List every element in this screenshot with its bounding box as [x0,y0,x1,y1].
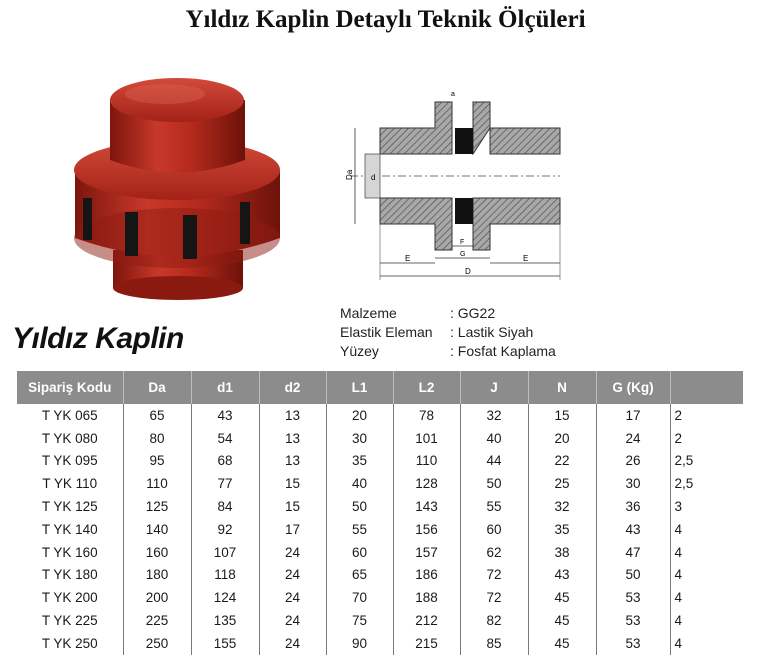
table-cell: 2,5 [674,476,694,492]
table-cell: 24 [259,632,326,655]
table-cell: 15 [528,404,596,427]
order-code-cell: T YK 225 [17,609,123,632]
table-cell: 68 [191,450,259,473]
table-cell: 2,5 [674,453,694,469]
table-cell: 77 [191,472,259,495]
page-title: Yıldız Kaplin Detaylı Teknik Ölçüleri [185,6,586,33]
table-cell: 20 [326,404,393,427]
column-header: Da [123,371,191,404]
column-header: L2 [393,371,460,404]
table-cell: 85 [460,632,528,655]
table-cell: 13 [259,450,326,473]
table-row [17,518,743,541]
table-cell: 3 [674,499,683,515]
product-name: Yıldız Kaplin [12,322,184,355]
table-cell: 62 [460,541,528,564]
table-row [17,541,743,564]
table-cell: 36 [596,495,670,518]
spec-key: Yüzey [340,343,379,359]
table-cell: 188 [393,586,460,609]
table-cell: 4 [674,590,683,606]
table-cell: 40 [326,472,393,495]
table-cell: 55 [460,495,528,518]
spec-value: : Lastik Siyah [450,324,534,340]
column-header: G (Kg) [596,371,670,404]
order-code-cell: T YK 095 [17,450,123,473]
table-cell: 70 [326,586,393,609]
table-cell: 15 [259,495,326,518]
table-cell: 155 [191,632,259,655]
table-cell: 4 [674,635,683,651]
column-header: L1 [326,371,393,404]
spec-row [340,323,556,342]
table-cell: 44 [460,450,528,473]
table-cell: 35 [528,518,596,541]
table-cell: 95 [123,450,191,473]
dimensions-table [17,371,743,655]
table-cell: 4 [674,521,683,537]
table-cell: 13 [259,427,326,450]
spec-key: Elastik Eleman [340,324,433,340]
table-cell: 24 [259,609,326,632]
table-row [17,609,743,632]
label-top: a [451,91,455,98]
table-cell: 186 [393,564,460,587]
table-cell: 45 [528,609,596,632]
table-cell: 55 [326,518,393,541]
table-cell: 2 [674,407,683,423]
table-cell: 180 [123,564,191,587]
table-row [17,472,743,495]
table-cell: 125 [123,495,191,518]
table-cell: 72 [460,564,528,587]
column-header: Sipariş Kodu [17,371,123,404]
table-cell: 60 [460,518,528,541]
table-cell: 30 [596,472,670,495]
table-cell: 43 [191,404,259,427]
table-cell: 2 [674,430,683,446]
table-cell: 110 [393,450,460,473]
table-cell: 90 [326,632,393,655]
table-cell: 250 [123,632,191,655]
table-cell: 24 [259,564,326,587]
table-cell: 80 [123,427,191,450]
table-cell: 53 [596,609,670,632]
table-cell: 20 [528,427,596,450]
table-cell: 50 [326,495,393,518]
table-cell: 135 [191,609,259,632]
table-header-row [17,371,743,404]
table-cell: 35 [326,450,393,473]
table-cell: 65 [123,404,191,427]
table-cell: 200 [123,586,191,609]
table-cell: 24 [596,427,670,450]
table-cell: 17 [596,404,670,427]
cross-section-drawing [335,88,565,288]
order-code-cell: T YK 200 [17,586,123,609]
table-cell: 212 [393,609,460,632]
table-row [17,495,743,518]
table-cell: 160 [123,541,191,564]
table-cell: 22 [528,450,596,473]
table-cell: 53 [596,586,670,609]
table-row [17,632,743,655]
label-da: Da [345,169,354,180]
table-cell: 13 [259,404,326,427]
table-cell: 4 [674,613,683,629]
table-cell: 215 [393,632,460,655]
order-code-cell: T YK 160 [17,541,123,564]
table-body [17,404,743,655]
table-cell: 32 [528,495,596,518]
column-header: d1 [191,371,259,404]
table-row [17,427,743,450]
table-cell: 43 [596,518,670,541]
table-cell: 30 [326,427,393,450]
table-cell: 107 [191,541,259,564]
table-cell: 50 [596,564,670,587]
column-header: d2 [259,371,326,404]
table-cell: 32 [460,404,528,427]
table-cell: 124 [191,586,259,609]
order-code-cell: T YK 250 [17,632,123,655]
table-cell: 84 [191,495,259,518]
table-row [17,450,743,473]
table-cell: 24 [259,541,326,564]
table-cell: 82 [460,609,528,632]
table-cell: 45 [528,586,596,609]
table-cell: 140 [123,518,191,541]
label-d-total: D [465,267,471,276]
table-cell: 110 [123,472,191,495]
table-cell: 38 [528,541,596,564]
table-cell: 101 [393,427,460,450]
table-cell: 78 [393,404,460,427]
label-d: d [371,173,376,182]
label-e-right: E [523,254,529,263]
table-cell: 75 [326,609,393,632]
table-cell: 53 [596,632,670,655]
spec-key: Malzeme [340,305,397,321]
spec-value: : GG22 [450,305,496,321]
label-e-left: E [405,254,411,263]
table-cell: 157 [393,541,460,564]
table-cell: 24 [259,586,326,609]
order-code-cell: T YK 110 [17,472,123,495]
table-cell: 40 [460,427,528,450]
table-cell: 143 [393,495,460,518]
table-cell: 43 [528,564,596,587]
spec-row [340,304,556,323]
spec-value: : Fosfat Kaplama [450,343,556,359]
order-code-cell: T YK 080 [17,427,123,450]
label-f: F [460,239,465,246]
table-cell: 26 [596,450,670,473]
order-code-cell: T YK 140 [17,518,123,541]
table-cell: 72 [460,586,528,609]
table-cell: 92 [191,518,259,541]
order-code-cell: T YK 065 [17,404,123,427]
table-row [17,586,743,609]
order-code-cell: T YK 180 [17,564,123,587]
table-cell: 65 [326,564,393,587]
material-specs [340,304,556,361]
table-row [17,404,743,427]
table-cell: 15 [259,472,326,495]
table-cell: 225 [123,609,191,632]
table-cell: 45 [528,632,596,655]
table-row [17,564,743,587]
order-code-cell: T YK 125 [17,495,123,518]
table-cell: 4 [674,567,683,583]
coupling-photo [65,60,290,310]
table-cell: 17 [259,518,326,541]
table-cell: 4 [674,544,683,560]
table-cell: 47 [596,541,670,564]
column-header: N [528,371,596,404]
label-g: G [460,251,466,258]
table-cell: 25 [528,472,596,495]
table-cell: 118 [191,564,259,587]
table-cell: 128 [393,472,460,495]
column-header: J [460,371,528,404]
table-cell: 60 [326,541,393,564]
table-cell: 50 [460,472,528,495]
spec-row [340,342,556,361]
table-cell: 156 [393,518,460,541]
column-header [670,371,743,404]
table-cell: 54 [191,427,259,450]
